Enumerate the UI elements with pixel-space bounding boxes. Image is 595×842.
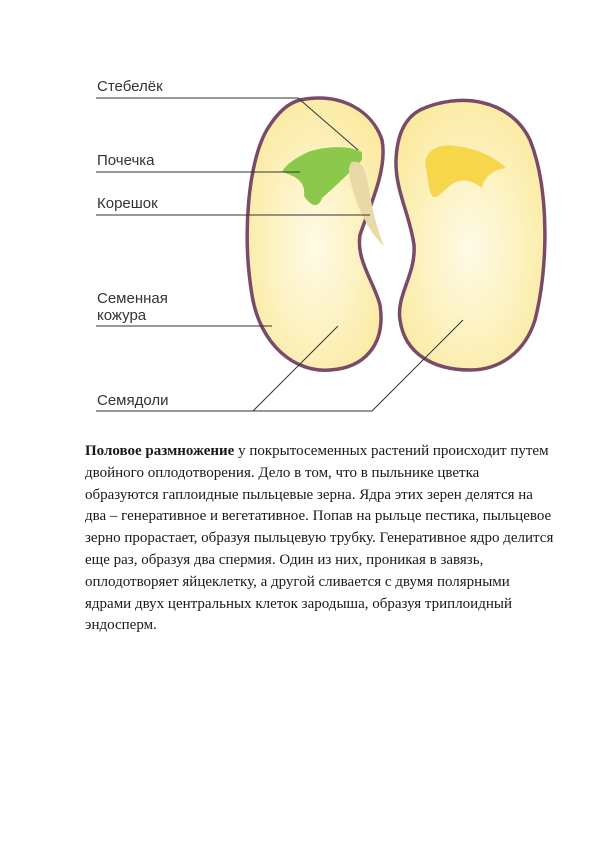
paragraph-term: Половое размножение: [85, 443, 235, 459]
paragraph-text: у покрытосеменных растений происходит путем двойного оплодотворения. Дело в том, что в пыльнике цветка образуются гаплоидные пыльцевые зерна. Ядра этих зерен делятся на два – генеративное и вегетативное. Попав на рыльце пестика, пыльцевое зерно прорастает, образуя пыльцевую трубку. Генеративное ядро делится еще раз, образуя два спермия. Один из них, проникая в завязь, оплодотворяет яйцеклетку, а другой сливается с двумя полярными ядрами двух центральных клеток зародыша, образуя триплоидный эндосперм.: [85, 443, 554, 634]
reproduction-paragraph: [85, 441, 555, 637]
right-cotyledon: [396, 100, 545, 370]
label-bud: Почечка: [97, 152, 155, 169]
label-seed-coat-line1: Семенная: [97, 290, 168, 307]
label-cotyledons: Семядоли: [97, 392, 169, 409]
label-root: Корешок: [97, 195, 158, 212]
left-cotyledon: [247, 98, 383, 370]
label-seed-coat-line2: кожура: [97, 307, 147, 324]
label-stem: Стебелёк: [97, 78, 163, 95]
